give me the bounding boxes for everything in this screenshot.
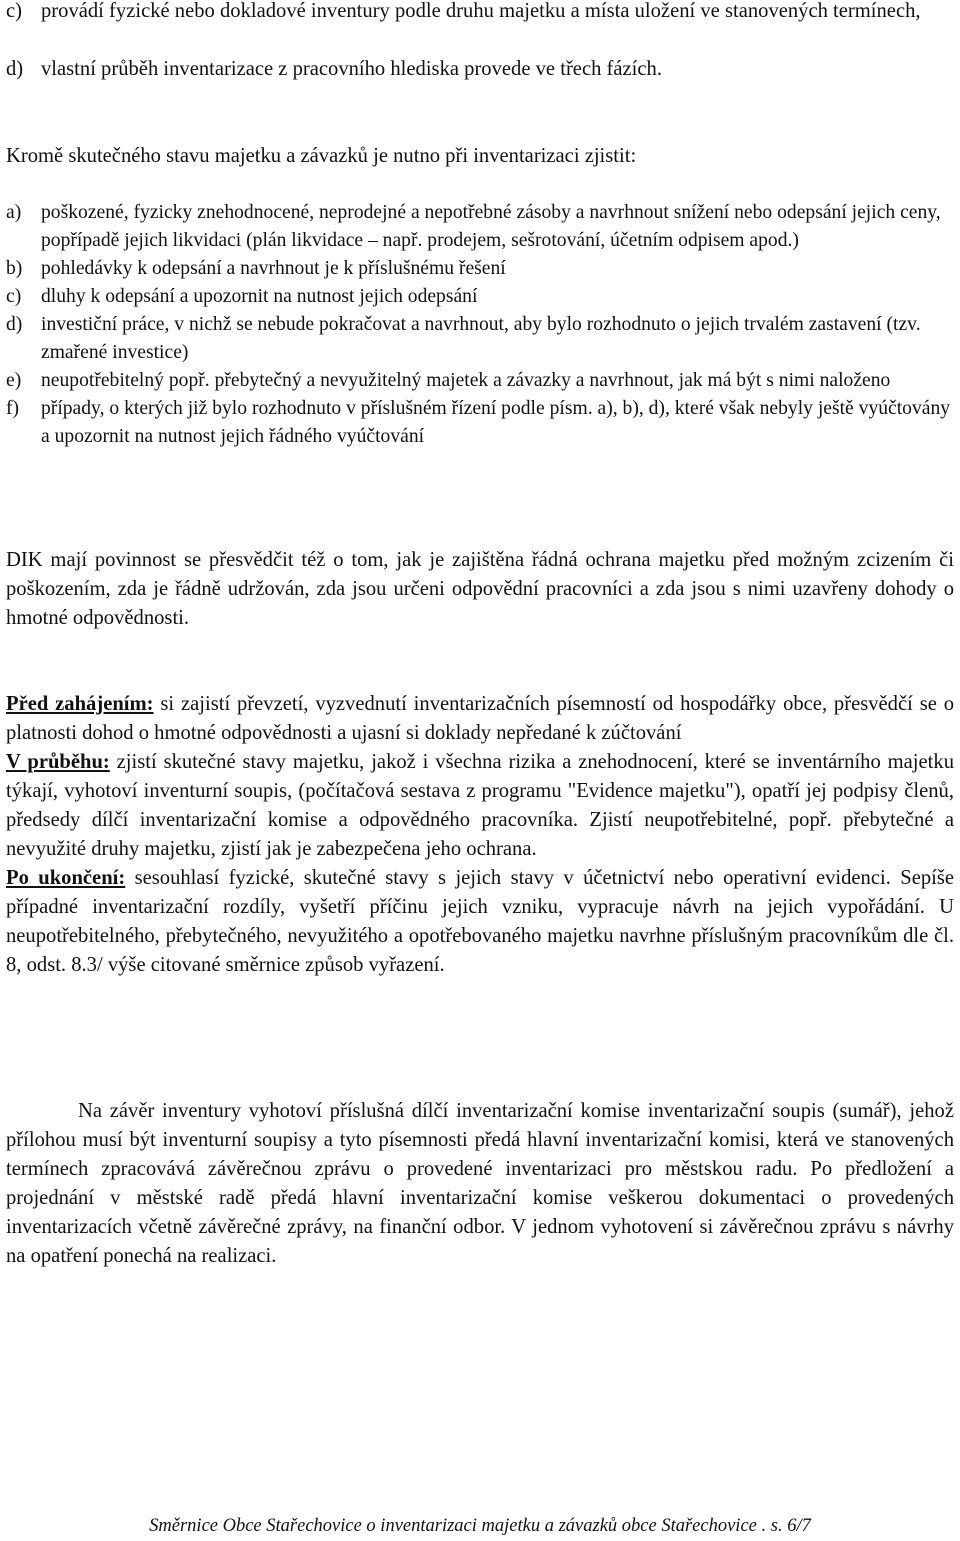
list-item — [6, 55, 954, 84]
phase-text: zjistí skutečné stavy majetku, jakož i všechna rizika a znehodnocení, které se inventárního majetku týkají, vyhotoví inventurní soupis, (počítačová sestava z programu "Evidence majetku"), opatří jej podpisy členů, předsedy dílčí inventarizační komise a odpovědného pracovníka. Zjistí neupotřebitelné, popř. přebytečné a nevyužité druhy majetku, zjistí jak je zabezpečena jeho ochrana. — [6, 751, 954, 860]
page-footer: Směrnice Obce Stařechovice o inventarizaci majetku a závazků obce Stařechovice . s. 6/7 — [149, 1516, 811, 1536]
list-item-text: provádí fyzické nebo dokladové inventury podle druhu majetku a místa uložení ve stanovených termínech, — [41, 0, 921, 22]
list-marker: e) — [6, 370, 22, 391]
phase-text: sesouhlasí fyzické, skutečné stavy s jejich stavy v účetnictví nebo operativní evidenci. Sepíše případné inventarizační rozdíly, vyšetří příčinu jejich vzniku, vypracuje návrh na jejich vypořádání. U neupotřebitelného, přebytečného, nevyužitého a opotřebovaného majetku navrhne příslušným pracovníkům dle čl. 8, odst. 8.3/ výše citované směrnice způsob vyřazení. — [6, 867, 955, 976]
list-item-text: neupotřebitelný popř. přebytečný a nevyužitelný majetek a závazky a navrhnout, jak má být s nimi naloženo — [41, 370, 891, 391]
list-item — [6, 199, 954, 255]
phase-text: si zajistí převzetí, vyzvednutí inventarizačních písemností od hospodářky obce, přesvědčí se o platnosti dohod o hmotné odpovědnosti a ujasní si doklady nepředané k zúčtování — [6, 693, 954, 744]
closing-paragraph — [6, 1097, 954, 1271]
list-marker: d) — [6, 314, 23, 335]
list-marker: d) — [6, 58, 24, 80]
list-item-text: investiční práce, v nichž se nebude pokračovat a navrhnout, aby bylo rozhodnuto o jejich trvalém zastavení (tzv. zmařené investice) — [41, 314, 921, 363]
phase-after — [6, 864, 954, 980]
list-item-text: poškozené, fyzicky znehodnocené, neprodejné a nepotřebné zásoby a navrhnout snížení nebo odepsání jejich ceny, popřípadě jejich likvidaci (plán likvidace – např. prodejem, sešrotování, účetním odpisem apod.) — [41, 202, 941, 251]
list-item-text: vlastní průběh inventarizace z pracovního hlediska provede ve třech fázích. — [41, 58, 662, 80]
top-list — [6, 0, 954, 84]
phase-heading: Před zahájením: — [6, 693, 154, 715]
intro-paragraph: Kromě skutečného stavu majetku a závazků je nutno při inventarizaci zjistit: — [6, 145, 637, 167]
list-item — [6, 283, 954, 311]
list-item-text: pohledávky k odepsání a navrhnout je k příslušnému řešení — [41, 258, 506, 279]
phase-heading: Po ukončení: — [6, 867, 126, 889]
list-marker: f) — [6, 398, 20, 419]
findings-list — [6, 199, 954, 451]
list-item-text: dluhy k odepsání a upozornit na nutnost jejich odepsání — [41, 286, 478, 307]
list-marker: b) — [6, 258, 23, 279]
dik-paragraph: DIK mají povinnost se přesvědčit též o tom, jak je zajištěna řádná ochrana majetku před možným zcizením či poškozením, zda je řádně udržován, zda jsou určeni odpovědní pracovníci a zda jsou s nimi uzavřeny dohody o hmotné odpovědnosti. — [6, 549, 954, 629]
phase-before — [6, 690, 954, 748]
phases-section — [6, 690, 954, 980]
list-item — [6, 0, 954, 26]
phase-heading: V průběhu: — [6, 751, 110, 773]
list-marker: c) — [6, 0, 22, 22]
list-marker: a) — [6, 202, 22, 223]
phase-during — [6, 748, 954, 864]
list-item — [6, 311, 954, 367]
closing-text: Na závěr inventury vyhotoví příslušná dílčí inventarizační komise inventarizační soupis (sumář), jehož přílohou musí být inventurní soupisy a tyto písemnosti předá hlavní inventarizační komisi, která ve stanovených termínech zpracovává závěrečnou zprávu o provedené inventarizaci pro městskou radu. Po předložení a projednání v městské radě předá hlavní inventarizační komise veškerou dokumentaci o provedených inventarizacích včetně závěrečné zprávy, na finanční odbor. V jednom vyhotovení si závěrečnou zprávu s návrhy na opatření ponechá na realizaci. — [6, 1100, 954, 1267]
list-item — [6, 367, 954, 395]
list-item — [6, 395, 954, 451]
list-marker: c) — [6, 286, 22, 307]
list-item — [6, 255, 954, 283]
list-item-text: případy, o kterých již bylo rozhodnuto v příslušném řízení podle písm. a), b), d), které však nebyly ještě vyúčtovány a upozornit na nutnost jejich řádného vyúčtování — [41, 398, 951, 447]
